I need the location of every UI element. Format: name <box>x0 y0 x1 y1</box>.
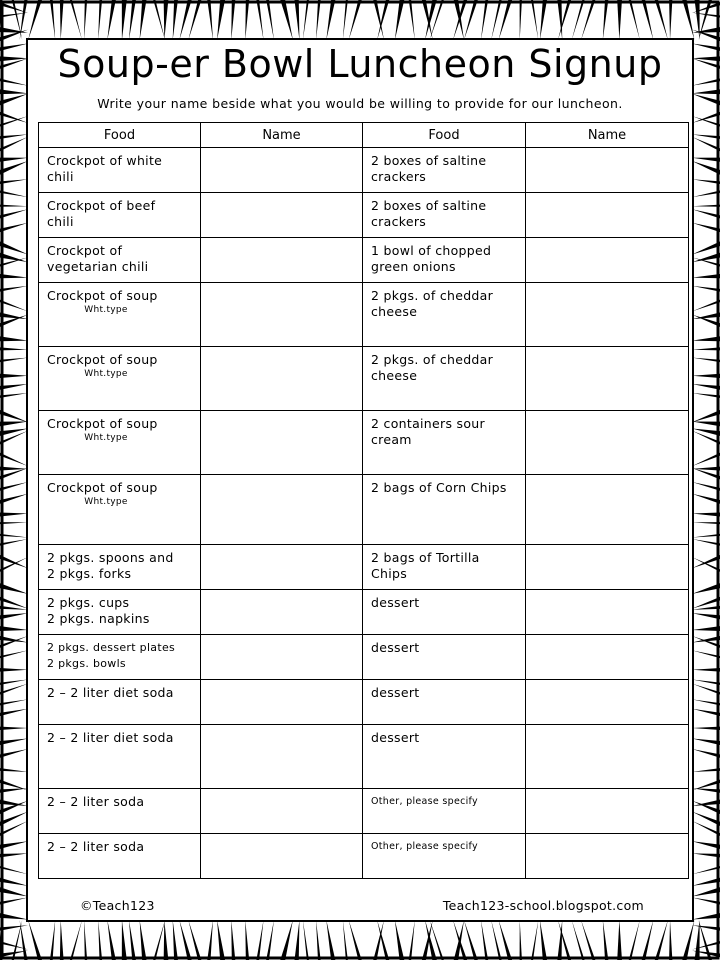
name-cell-right[interactable] <box>526 238 689 283</box>
table-row <box>39 475 689 545</box>
food-cell-right <box>363 680 526 725</box>
food-item: 2 containers sour cream <box>371 416 485 447</box>
food-cell-right <box>363 789 526 834</box>
soup-type-note: Wht.type <box>84 369 128 379</box>
name-cell-right[interactable] <box>526 789 689 834</box>
soup-type-note: Wht.type <box>84 305 128 315</box>
food-item: dessert <box>371 685 420 700</box>
food-item: 2 bags of Corn Chips <box>371 480 507 495</box>
name-cell-left[interactable] <box>201 347 363 411</box>
food-cell-left <box>39 635 201 680</box>
food-cell-right <box>363 238 526 283</box>
food-cell-left <box>39 238 201 283</box>
food-cell-right <box>363 283 526 347</box>
table-row <box>39 411 689 475</box>
table-row <box>39 635 689 680</box>
table-row <box>39 590 689 635</box>
food-cell-right <box>363 193 526 238</box>
food-item: Crockpot of beef chili <box>47 198 156 229</box>
name-cell-right[interactable] <box>526 347 689 411</box>
food-item: 2 pkgs. of cheddar cheese <box>371 288 494 319</box>
name-cell-left[interactable] <box>201 635 363 680</box>
food-item: 2 pkgs. of cheddar cheese <box>371 352 494 383</box>
name-cell-right[interactable] <box>526 283 689 347</box>
food-item: 2 – 2 liter soda <box>47 839 145 854</box>
food-cell-left <box>39 148 201 193</box>
food-cell-right <box>363 148 526 193</box>
food-cell-left <box>39 680 201 725</box>
page-title: Soup-er Bowl Luncheon Signup <box>57 42 663 86</box>
name-cell-right[interactable] <box>526 590 689 635</box>
name-cell-left[interactable] <box>201 411 363 475</box>
name-cell-left[interactable] <box>201 590 363 635</box>
food-item: Other, please specify <box>371 796 478 807</box>
header-food-2: Food <box>363 123 526 148</box>
name-cell-right[interactable] <box>526 680 689 725</box>
signup-table <box>38 122 689 879</box>
food-cell-left <box>39 283 201 347</box>
name-cell-left[interactable] <box>201 238 363 283</box>
instructions: Write your name beside what you would be willing to provide for our luncheon. <box>97 96 623 111</box>
food-item: dessert <box>371 595 420 610</box>
name-cell-left[interactable] <box>201 789 363 834</box>
food-cell-left <box>39 789 201 834</box>
food-cell-left <box>39 347 201 411</box>
name-cell-right[interactable] <box>526 475 689 545</box>
food-cell-left <box>39 590 201 635</box>
table-header-row <box>39 123 689 148</box>
copyright: ©Teach123 <box>80 898 155 913</box>
food-item: 2 – 2 liter soda <box>47 794 145 809</box>
food-cell-right <box>363 545 526 590</box>
food-item: 2 bags of Tortilla Chips <box>371 550 480 581</box>
food-item: 2 boxes of saltine crackers <box>371 198 487 229</box>
food-cell-left <box>39 193 201 238</box>
name-cell-left[interactable] <box>201 834 363 879</box>
food-item: 2 – 2 liter diet soda <box>47 685 174 700</box>
name-cell-left[interactable] <box>201 725 363 789</box>
table-row <box>39 680 689 725</box>
food-cell-right <box>363 635 526 680</box>
food-cell-right <box>363 590 526 635</box>
name-cell-left[interactable] <box>201 680 363 725</box>
food-item: Crockpot of white chili <box>47 153 163 184</box>
name-cell-right[interactable] <box>526 834 689 879</box>
soup-type-note: Wht.type <box>84 497 128 507</box>
food-cell-left <box>39 411 201 475</box>
table-row <box>39 725 689 789</box>
food-cell-right <box>363 475 526 545</box>
food-cell-left <box>39 834 201 879</box>
food-item: Crockpot of soup <box>47 288 158 303</box>
table-row <box>39 789 689 834</box>
food-item: 2 pkgs. dessert plates 2 pkgs. bowls <box>47 641 176 670</box>
table-row <box>39 545 689 590</box>
food-item: dessert <box>371 730 420 745</box>
food-cell-left <box>39 545 201 590</box>
name-cell-left[interactable] <box>201 283 363 347</box>
name-cell-right[interactable] <box>526 193 689 238</box>
food-item: 2 boxes of saltine crackers <box>371 153 487 184</box>
food-cell-left <box>39 725 201 789</box>
header-name-2: Name <box>526 123 689 148</box>
table-row <box>39 834 689 879</box>
header-food-1: Food <box>39 123 201 148</box>
table-row <box>39 347 689 411</box>
food-cell-right <box>363 725 526 789</box>
food-item: Other, please specify <box>371 841 478 852</box>
signup-sheet <box>26 38 694 922</box>
food-cell-right <box>363 347 526 411</box>
table-row <box>39 283 689 347</box>
food-cell-left <box>39 475 201 545</box>
food-item: 2 pkgs. cups 2 pkgs. napkins <box>47 595 150 626</box>
name-cell-left[interactable] <box>201 475 363 545</box>
food-item: Crockpot of soup <box>47 480 158 495</box>
food-item: dessert <box>371 640 420 655</box>
name-cell-left[interactable] <box>201 545 363 590</box>
name-cell-right[interactable] <box>526 411 689 475</box>
name-cell-right[interactable] <box>526 725 689 789</box>
food-item: Crockpot of vegetarian chili <box>47 243 149 274</box>
table-row <box>39 238 689 283</box>
header-name-1: Name <box>201 123 363 148</box>
table-row <box>39 193 689 238</box>
soup-type-note: Wht.type <box>84 433 128 443</box>
food-item: 2 – 2 liter diet soda <box>47 730 174 745</box>
name-cell-left[interactable] <box>201 193 363 238</box>
name-cell-right[interactable] <box>526 545 689 590</box>
food-cell-right <box>363 411 526 475</box>
table-row <box>39 148 689 193</box>
food-cell-right <box>363 834 526 879</box>
food-item: 2 pkgs. spoons and 2 pkgs. forks <box>47 550 174 581</box>
food-item: Crockpot of soup <box>47 352 158 367</box>
food-item: 1 bowl of chopped green onions <box>371 243 492 274</box>
name-cell-right[interactable] <box>526 635 689 680</box>
blog-url: Teach123-school.blogspot.com <box>442 898 644 913</box>
name-cell-left[interactable] <box>201 148 363 193</box>
food-item: Crockpot of soup <box>47 416 158 431</box>
name-cell-right[interactable] <box>526 148 689 193</box>
